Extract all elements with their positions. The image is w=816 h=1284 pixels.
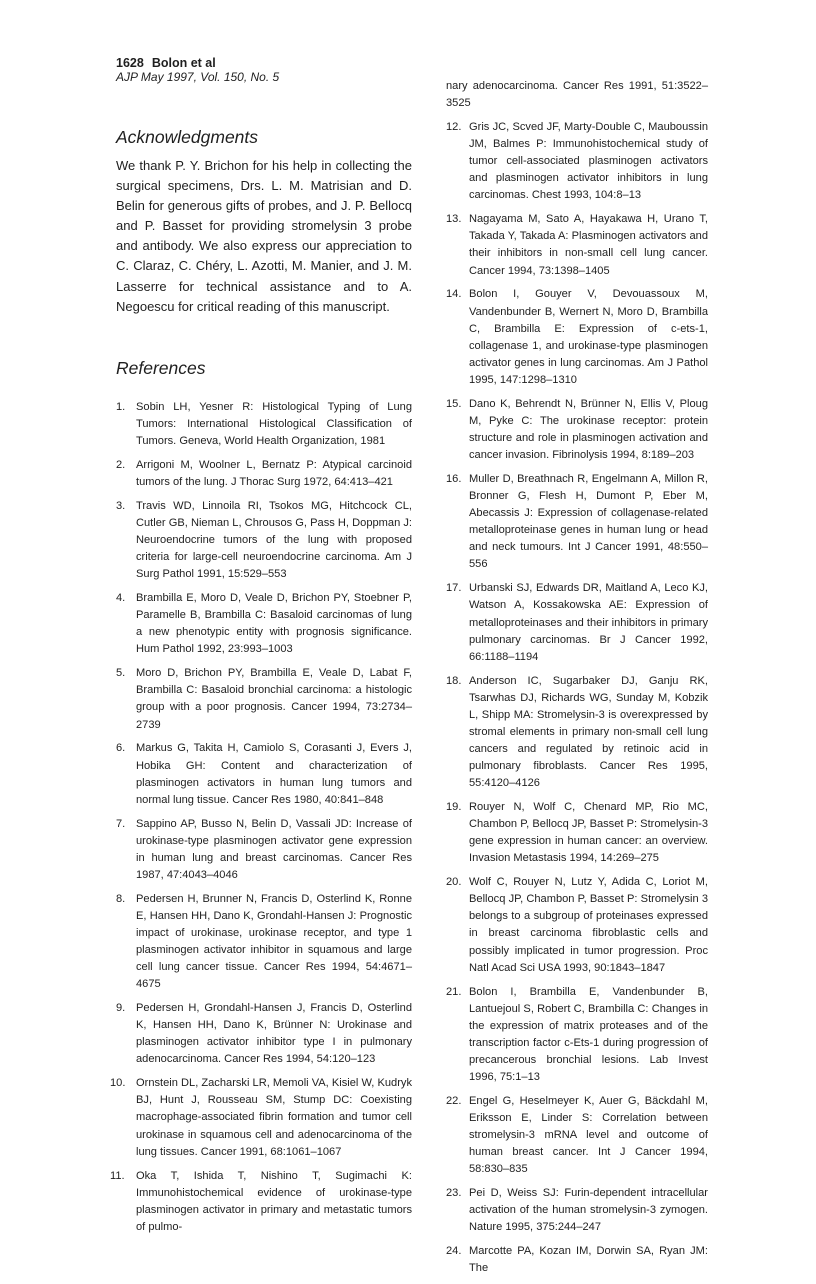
reference-text: Sappino AP, Busso N, Belin D, Vassali JD: Increase of urokinase-type plasminogen activator gene expression in human lung and breast carcinomas. Cancer Res 1987, 47:4043–4046	[136, 817, 412, 881]
reference-text: Pedersen H, Grondahl-Hansen J, Francis D, Osterlind K, Hansen HH, Dano K, Brünner N: Urokinase and plasminogen activator inhibitor type I in pulmonary adenocarcinoma. Cancer Res 1994, 54:120–123	[136, 1002, 412, 1066]
reference-item	[116, 590, 412, 658]
journal-citation: AJP May 1997, Vol. 150, No. 5	[116, 70, 280, 84]
reference-number: 2.	[116, 458, 126, 471]
reference-number: 4.	[116, 592, 126, 605]
reference-text: Nagayama M, Sato A, Hayakawa H, Urano T, Takada Y, Takada A: Plasminogen activators and their inhibitors in non-small cell lung cancer. Cancer 1994, 73:1398–1405	[469, 213, 708, 277]
reference-item	[446, 1185, 708, 1236]
reference-number: 24.	[446, 1245, 462, 1258]
reference-text: Pei D, Weiss SJ: Furin-dependent intracellular activation of the human stromelysin-3 zymogen. Nature 1995, 375:244–247	[469, 1187, 708, 1234]
reference-text: Oka T, Ishida T, Nishino T, Sugimachi K: Immunohistochemical evidence of urokinase-type plasminogen activator in primary and metastatic tumors of pulmo-	[136, 1169, 412, 1233]
reference-continuation	[446, 78, 708, 112]
page-number: 1628	[116, 56, 144, 70]
reference-number: 21.	[446, 985, 462, 998]
reference-number: 15.	[446, 397, 462, 410]
reference-number: 16.	[446, 472, 462, 485]
reference-item	[116, 457, 412, 491]
reference-number: 10.	[110, 1077, 126, 1090]
reference-number: 17.	[446, 582, 462, 595]
reference-number: 18.	[446, 674, 462, 687]
reference-number: 19.	[446, 801, 462, 814]
references-list-right	[446, 78, 708, 1277]
reference-item	[116, 891, 412, 994]
reference-item	[110, 1168, 412, 1236]
reference-item	[446, 874, 708, 977]
left-column	[110, 126, 412, 1243]
reference-number: 22.	[446, 1094, 462, 1107]
reference-text: Dano K, Behrendt N, Brünner N, Ellis V, Ploug M, Pyke C: The urokinase receptor: protein structure and role in plasminogen activation and cancer invasion. Fibrinolysis 1994, 8:189–203	[469, 397, 708, 462]
reference-text: Engel G, Heselmeyer K, Auer G, Bäckdahl M, Eriksson E, Linder S: Correlation between stromelysin-3 mRNA level and outcome of human breast cancer. Int J Cancer 1994, 58:830–835	[469, 1094, 708, 1176]
reference-number: 12.	[446, 120, 462, 133]
references-list-left	[110, 399, 412, 1236]
reference-number: 23.	[446, 1187, 462, 1200]
page-header	[116, 56, 279, 84]
reference-text: Arrigoni M, Woolner L, Bernatz P: Atypical carcinoid tumors of the lung. J Thorac Surg 1972, 64:413–421	[136, 458, 412, 488]
right-column	[446, 78, 708, 1284]
reference-number: 11.	[110, 1169, 125, 1182]
reference-number: 1.	[116, 400, 126, 413]
references-heading: References	[116, 357, 206, 378]
reference-text: nary adenocarcinoma. Cancer Res 1991, 51:3522–3525	[446, 80, 708, 110]
reference-number: 9.	[116, 1002, 126, 1015]
reference-item	[446, 396, 708, 464]
reference-item	[110, 1075, 412, 1160]
reference-text: Travis WD, Linnoila RI, Tsokos MG, Hitchcock CL, Cutler GB, Nieman L, Chrousos G, Pass H, Doppman J: Neuroendocrine tumors of the lung with proposed criteria for large-cell neuroendocrine carcinoma. Am J Surg Pathol 1991, 15:529–553	[136, 499, 412, 581]
reference-number: 13.	[446, 213, 462, 226]
reference-number: 6.	[116, 742, 126, 755]
reference-item	[446, 580, 708, 665]
reference-item	[116, 1000, 412, 1068]
reference-text: Urbanski SJ, Edwards DR, Maitland A, Leco KJ, Watson A, Kossakowska AE: Expression of metalloproteinases and their inhibitors in primary pulmonary carcinomas. Br J Cancer 1992, 66:1188–1194	[469, 582, 708, 663]
reference-number: 5.	[116, 667, 126, 680]
reference-text: Markus G, Takita H, Camiolo S, Corasanti J, Evers J, Hobika GH: Content and characterization of plasminogen activators in human lung tumors and normal lung tissue. Cancer Res 1980, 40:841–848	[136, 742, 412, 806]
reference-text: Muller D, Breathnach R, Engelmann A, Millon R, Bronner G, Flesh H, Dumont P, Eber M, Abecassis J: Expression of collagenase-related metalloproteinase genes in human lung or head and neck tumours. Int J Cancer 1991, 48:550–556	[469, 472, 708, 571]
header-line	[116, 56, 279, 70]
reference-item	[446, 119, 708, 204]
reference-text: Bolon I, Gouyer V, Devouassoux M, Vandenbunder B, Wernert N, Moro D, Brambilla C, Brambilla E: Expression of c-ets-1, collagenase 1, and urokinase-type plasminogen activator genes in lung carcinomas. Am J Pathol 1995, 147:1298–1310	[469, 288, 708, 386]
reference-item	[446, 286, 708, 389]
reference-item	[446, 1243, 708, 1277]
acknowledgments-heading: Acknowledgments	[116, 127, 259, 147]
reference-item	[116, 399, 412, 450]
running-authors: Bolon et al	[151, 56, 216, 70]
reference-item	[446, 211, 708, 279]
reference-item	[116, 816, 412, 884]
reference-text: Sobin LH, Yesner R: Histological Typing of Lung Tumors: International Histological Classification of Tumors. Geneva, World Health Organization, 1981	[136, 400, 412, 447]
reference-item	[446, 471, 708, 574]
reference-number: 20.	[446, 876, 462, 889]
reference-text: Moro D, Brichon PY, Brambilla E, Veale D, Labat F, Brambilla C: Basaloid bronchial carcinoma: a histologic group with a poor prognosis. Cancer 1994, 73:2734–2739	[136, 667, 412, 731]
reference-text: Pedersen H, Brunner N, Francis D, Osterlind K, Ronne E, Hansen HH, Dano K, Grondahl-Hansen J: Prognostic impact of urokinase, urokinase receptor, and type 1 plasminogen activator inhibitor in squamous and large cell lung cancer tissue. Cancer Res 1994, 54:4671–4675	[136, 892, 412, 991]
reference-text: Ornstein DL, Zacharski LR, Memoli VA, Kisiel W, Kudryk BJ, Hunt J, Rousseau SM, Stump DC: Coexisting macrophage-associated fibrin formation and tumor cell urokinase in squamous cell and adenocarcinoma of the lung tissues. Cancer 1991, 68:1061–1067	[136, 1077, 412, 1158]
reference-item	[116, 498, 412, 583]
reference-number: 14.	[446, 288, 462, 301]
reference-text: Gris JC, Scved JF, Marty-Double C, Mauboussin JM, Balmes P: Immunohistochemical study of tumor cell-associated plasminogen activators and plasminogen activator inhibitors in lung carcinomas. Chest 1993, 104:8–13	[469, 120, 708, 202]
reference-item	[446, 799, 708, 867]
reference-text: Wolf C, Rouyer N, Lutz Y, Adida C, Loriot M, Bellocq JP, Chambon P, Basset P: Stromelysin 3 belongs to a subgroup of proteinases expressed in breast carcinoma fibroblastic cells and possibly implicated in tumor progression. Proc Natl Acad Sci USA 1993, 90:1843–1847	[469, 876, 708, 974]
reference-text: Rouyer N, Wolf C, Chenard MP, Rio MC, Chambon P, Bellocq JP, Basset P: Stromelysin-3 gene expression in human cancer: an overview. Invasion Metastasis 1994, 14:269–275	[469, 801, 708, 865]
reference-number: 3.	[116, 499, 126, 512]
reference-number: 8.	[116, 892, 126, 905]
reference-item	[116, 740, 412, 808]
reference-text: Marcotte PA, Kozan IM, Dorwin SA, Ryan JM: The	[469, 1245, 708, 1275]
reference-number: 7.	[116, 817, 126, 830]
reference-item	[116, 665, 412, 733]
reference-item	[446, 673, 708, 793]
reference-text: Anderson IC, Sugarbaker DJ, Ganju RK, Tsarwhas DJ, Richards WG, Sunday M, Kobzik L, Shipp MA: Stromelysin-3 is overexpressed by stromal elements in primary non-small cell lung cancers and regulated by retinoic acid in pulmonary fibroblasts. Cancer Res 1995, 55:4120–4126	[469, 674, 708, 790]
acknowledgments-text: We thank P. Y. Brichon for his help in collecting the surgical specimens, Drs. L. M. Matrisian and D. Belin for generous gifts of probes, and J. P. Bellocq and P. Basset for providing stromelysin 3 probe and antibody. We also express our appreciation to C. Claraz, C. Chéry, L. Azotti, M. Manier, and J. M. Lasserre for technical assistance and to A. Negoescu for critical reading of this manuscript.	[116, 158, 412, 314]
reference-text: Brambilla E, Moro D, Veale D, Brichon PY, Stoebner P, Paramelle B, Brambilla C: Basaloid carcinomas of lung a new phenotypic entity with prognosis significance. Hum Pathol 1992, 23:993–1003	[136, 592, 412, 656]
reference-item	[446, 984, 708, 1087]
reference-text: Bolon I, Brambilla E, Vandenbunder B, Lantuejoul S, Robert C, Brambilla C: Changes in the expression of matrix proteases and of the transcription factor c-Ets-1 during progression of precancerous bronchial lesions. Lab Invest 1996, 75:1–13	[469, 985, 708, 1084]
